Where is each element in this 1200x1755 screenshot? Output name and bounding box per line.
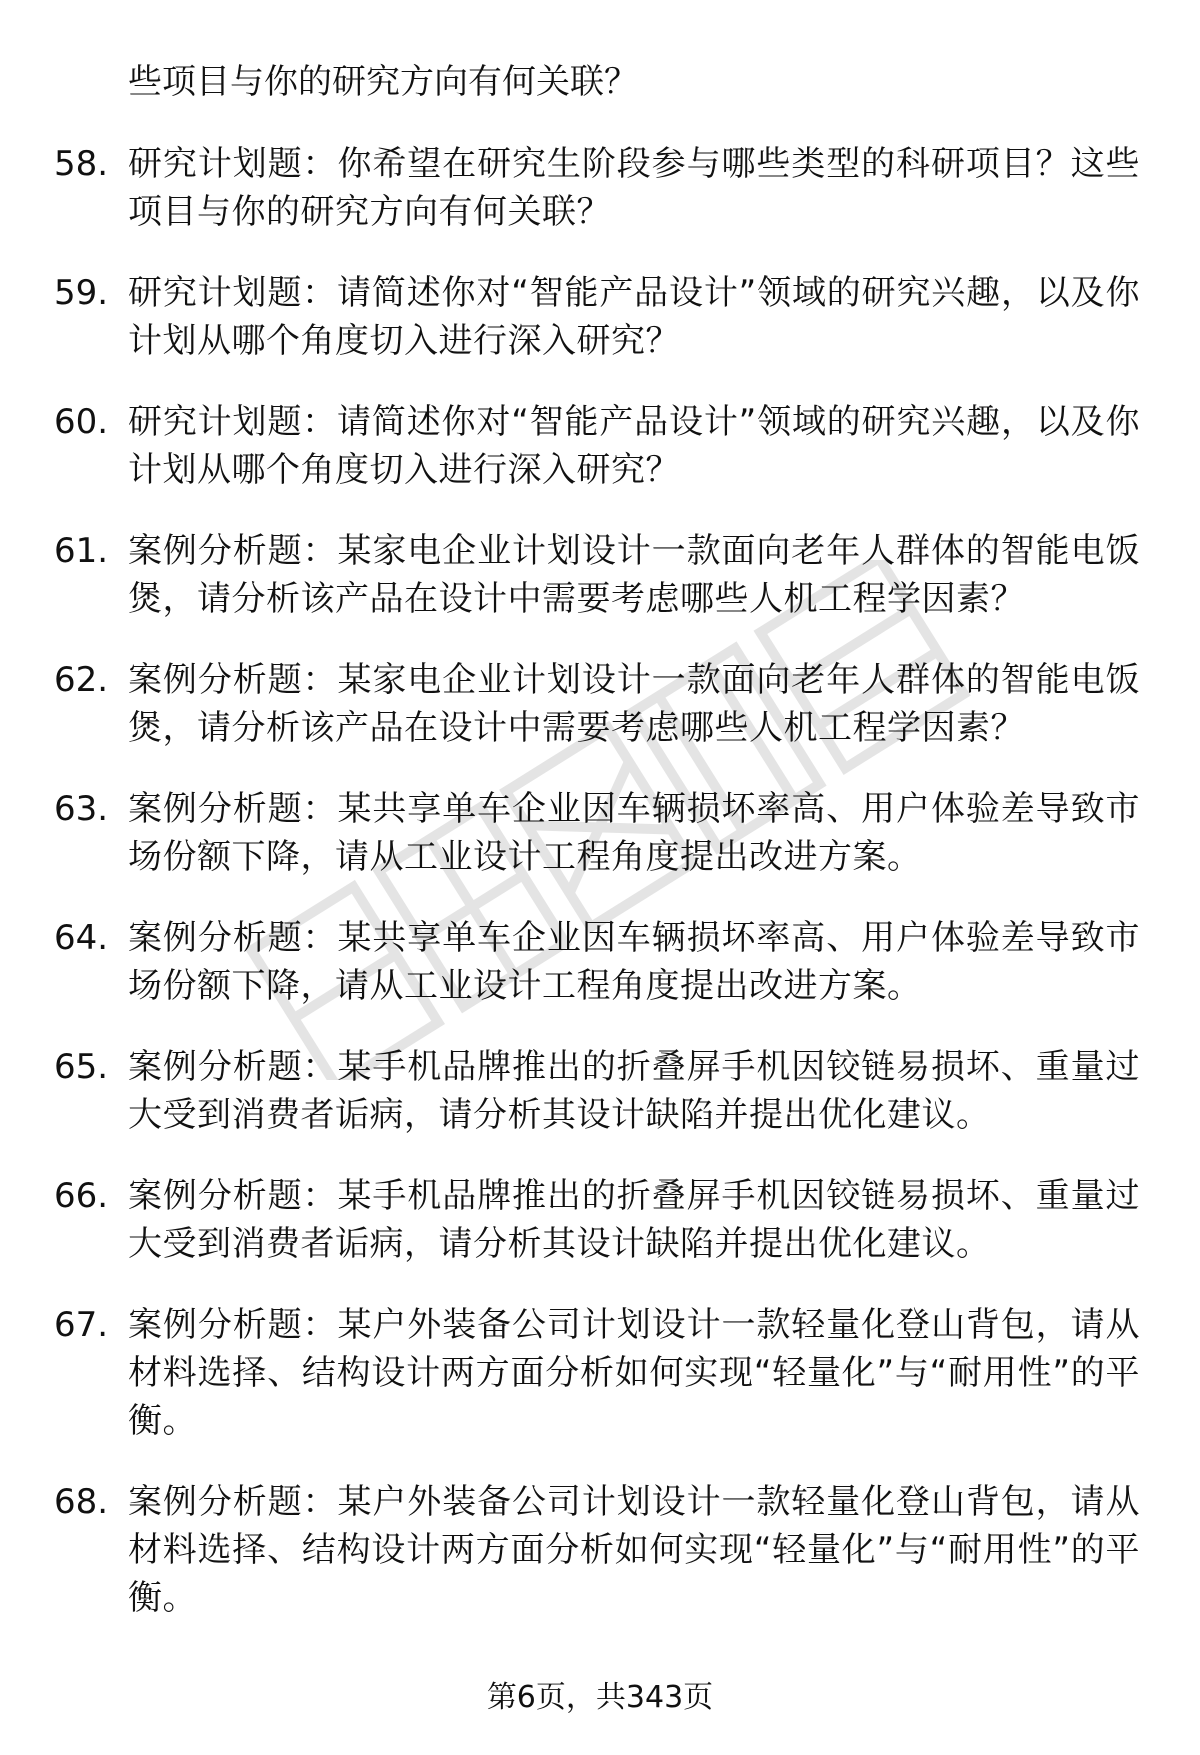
question-number: 63. (54, 789, 109, 829)
question-text: 研究计划题：请简述你对“智能产品设计”领域的研究兴趣，以及你计划从哪个角度切入进行深入研究？ (128, 273, 1140, 361)
carry-over-question-text: 些项目与你的研究方向有何关联？ (128, 62, 638, 102)
question-item (0, 914, 1200, 1010)
question-number: 64. (54, 918, 109, 958)
page-number-footer: 第6页，共343页 (486, 1680, 714, 1715)
question-text: 案例分析题：某手机品牌推出的折叠屏手机因铰链易损坏、重量过大受到消费者诟病，请分析其设计缺陷并提出优化建议。 (128, 1047, 1140, 1135)
question-item (0, 269, 1200, 365)
question-item (0, 656, 1200, 752)
question-item (0, 1478, 1200, 1622)
question-item (0, 1172, 1200, 1268)
question-item (0, 140, 1200, 236)
question-text: 案例分析题：某户外装备公司计划设计一款轻量化登山背包，请从材料选择、结构设计两方面分析如何实现“轻量化”与“耐用性”的平衡。 (128, 1482, 1140, 1618)
question-text: 研究计划题：请简述你对“智能产品设计”领域的研究兴趣，以及你计划从哪个角度切入进行深入研究？ (128, 402, 1140, 490)
question-number: 60. (54, 402, 109, 442)
question-item (0, 1043, 1200, 1139)
question-number: 61. (54, 531, 109, 571)
question-text: 案例分析题：某户外装备公司计划设计一款轻量化登山背包，请从材料选择、结构设计两方面分析如何实现“轻量化”与“耐用性”的平衡。 (128, 1305, 1140, 1441)
question-number: 59. (54, 273, 109, 313)
question-number: 66. (54, 1176, 109, 1216)
question-text: 案例分析题：某家电企业计划设计一款面向老年人群体的智能电饭煲，请分析该产品在设计中需要考虑哪些人机工程学因素？ (128, 531, 1140, 619)
question-text: 案例分析题：某手机品牌推出的折叠屏手机因铰链易损坏、重量过大受到消费者诟病，请分析其设计缺陷并提出优化建议。 (128, 1176, 1140, 1264)
question-item (0, 785, 1200, 881)
question-item (0, 1301, 1200, 1445)
question-item (0, 398, 1200, 494)
question-number: 62. (54, 660, 109, 700)
question-list (0, 140, 1200, 1655)
question-text: 案例分析题：某家电企业计划设计一款面向老年人群体的智能电饭煲，请分析该产品在设计中需要考虑哪些人机工程学因素？ (128, 660, 1140, 748)
question-text: 研究计划题：你希望在研究生阶段参与哪些类型的科研项目？这些项目与你的研究方向有何关联？ (128, 144, 1140, 232)
question-number: 58. (54, 144, 109, 184)
question-text: 案例分析题：某共享单车企业因车辆损坏率高、用户体验差导致市场份额下降，请从工业设计工程角度提出改进方案。 (128, 918, 1140, 1006)
question-item (0, 527, 1200, 623)
question-text: 案例分析题：某共享单车企业因车辆损坏率高、用户体验差导致市场份额下降，请从工业设计工程角度提出改进方案。 (128, 789, 1140, 877)
question-number: 65. (54, 1047, 109, 1087)
question-number: 68. (54, 1482, 109, 1522)
question-number: 67. (54, 1305, 109, 1345)
